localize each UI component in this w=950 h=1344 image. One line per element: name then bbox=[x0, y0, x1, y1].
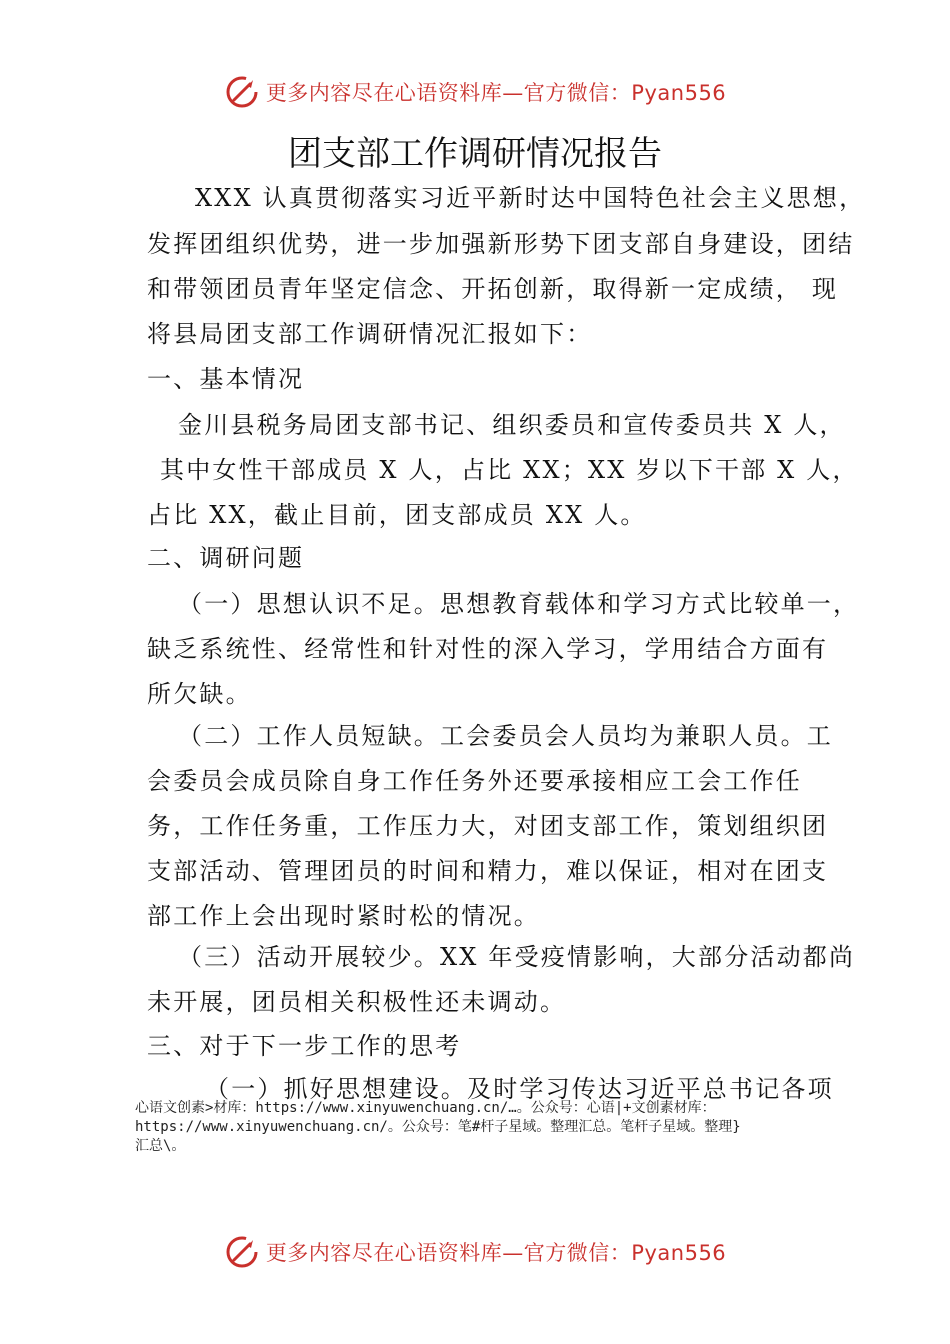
footnote-line: https://www.xinyuwenchuang.cn/。公众号：笔#杆子星域。整理汇总。笔杆子星域。整理} bbox=[135, 1119, 741, 1135]
banner-text: 更多内容尽在心语资料库—官方微信：Pyan556 bbox=[265, 1241, 727, 1265]
body-line: （一）抓好思想建设。及时学习传达习近平总书记各项 bbox=[205, 1075, 834, 1103]
body-line: 会委员会成员除自身工作任务外还要承接相应工会工作任 bbox=[147, 767, 802, 795]
body-line: 将县局团支部工作调研情况汇报如下： bbox=[147, 320, 593, 348]
body-line: 其中女性干部成员 X 人，占比 XX；XX 岁以下干部 X 人， bbox=[160, 456, 859, 484]
body-line: 和带领团员青年坚定信念、开拓创新，取得新一定成绩， 现 bbox=[147, 275, 839, 303]
section-heading: 一、基本情况 bbox=[147, 365, 305, 393]
body-line: 发挥团组织优势，进一步加强新形势下团支部自身建设，团结 bbox=[147, 230, 855, 258]
footnote-line: 心语文创素>材库：https://www.xinyuwenchuang.cn/…。公众号：心语|+文创素材库： bbox=[135, 1100, 716, 1116]
section-heading: 三、对于下一步工作的思考 bbox=[147, 1032, 462, 1060]
body-line: （一）思想认识不足。思想教育载体和学习方式比较单一， bbox=[178, 590, 860, 618]
document-title: 团支部工作调研情况报告 bbox=[288, 134, 662, 174]
body-line: 部工作上会出现时紧时松的情况。 bbox=[147, 902, 540, 930]
body-line: 所欠缺。 bbox=[147, 680, 252, 708]
footnote bbox=[135, 1099, 835, 1156]
footer-banner bbox=[0, 1230, 950, 1274]
body-line: 务，工作任务重，工作压力大，对团支部工作，策划组织团 bbox=[147, 812, 829, 840]
body-line: XXX 认真贯彻落实习近平新时达中国特色社会主义思想， bbox=[195, 184, 866, 212]
banner-text: 更多内容尽在心语资料库—官方微信：Pyan556 bbox=[265, 81, 727, 105]
brush-logo-icon bbox=[224, 1234, 260, 1270]
footnote-line: 汇总\。 bbox=[135, 1138, 186, 1154]
body-line: 缺乏系统性、经常性和针对性的深入学习，学用结合方面有 bbox=[147, 635, 829, 663]
body-line: （三）活动开展较少。XX 年受疫情影响，大部分活动都尚 bbox=[178, 943, 856, 971]
body-line: 金川县税务局团支部书记、组织委员和宣传委员共 X 人， bbox=[178, 411, 846, 439]
body-line: 占比 XX，截止目前，团支部成员 XX 人。 bbox=[147, 501, 647, 529]
body-line: （二）工作人员短缺。工会委员会人员均为兼职人员。工 bbox=[178, 722, 833, 750]
body-line: 未开展，团员相关积极性还未调动。 bbox=[147, 988, 567, 1016]
header-banner bbox=[0, 70, 950, 114]
brush-logo-icon bbox=[224, 74, 260, 110]
section-heading: 二、调研问题 bbox=[147, 544, 305, 572]
body-line: 支部活动、管理团员的时间和精力，难以保证，相对在团支 bbox=[147, 857, 829, 885]
